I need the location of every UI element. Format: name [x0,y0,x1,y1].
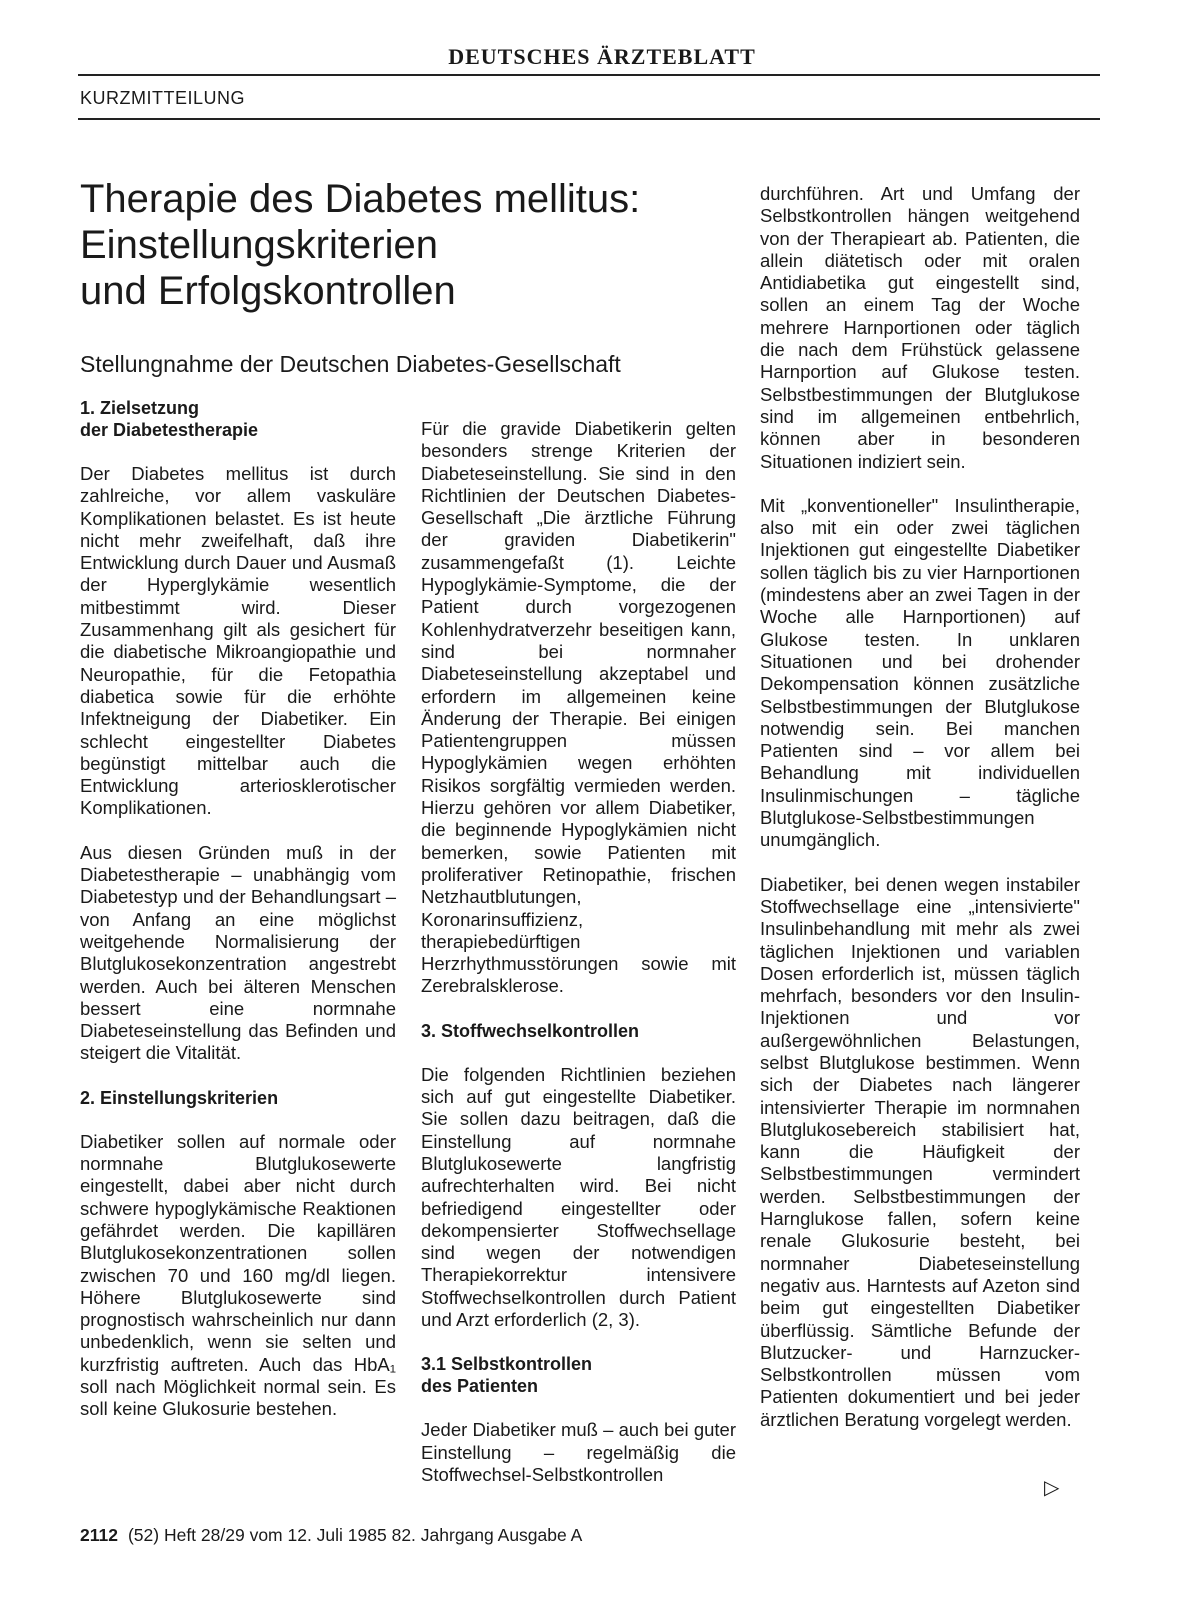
heading-line: der Diabetestherapie [80,420,259,440]
column-2 [421,418,736,1508]
masthead: DEUTSCHES ÄRZTEBLATT [448,44,756,69]
paragraph: Jeder Diabetiker muß – auch bei guter Einstellung – regelmäßig die Stoffwechsel-Selbstkontrollen [421,1419,736,1485]
heading-line: 1. Zielsetzung [80,398,200,418]
column-3 [760,183,1080,1453]
paragraph: Aus diesen Gründen muß in der Diabetestherapie – unabhängig vom Diabetestyp und der Behandlungsart – von Anfang an eine möglichst weitgehende Normalisierung der Blutglukosekonzentration angestrebt werden. Auch bei älteren Menschen bessert eine normnahe Diabeteseinstellung das Befinden und steigert die Vitalität. [80,841,396,1064]
title-line: und Erfolgskontrollen [80,269,456,313]
continue-arrow-icon: ▷ [1044,1477,1060,1499]
heading-selbstkontrollen [421,1353,736,1397]
page-number: 2112 [80,1525,118,1545]
article-subtitle: Stellungnahme der Deutschen Diabetes-Gesellschaft [80,351,621,377]
column-1 [80,397,396,1443]
paragraph: Diabetiker, bei denen wegen instabiler Stoffwechsellage eine „intensivierte" Insulinbehandlung mit mehr als zwei täglichen Injektionen und variablen Dosen erforderlich ist, müssen täglich mehrfach, besonders vor den Insulin-Injektionen und vor außergewöhnlichen Belastungen, selbst Blutglukose bestimmen. Wenn sich der Diabetes nach längerer intensivierter Therapie im normnahen Blutglukosebereich stabilisiert hat, kann die Häufigkeit der Selbstbestimmungen vermindert werden. Selbstbestimmungen der Harnglukose fallen, sofern keine renale Glukosurie besteht, bei normnaher Diabeteseinstellung negativ aus. Harntests auf Azeton sind beim gut eingestellten Diabetiker überflüssig. Sämtliche Befunde der Blutzucker- und Harnzucker-Selbstkontrollen müssen vom Patienten dokumentiert und bei jeder ärztlichen Beratung vorgelegt werden. [760,873,1080,1430]
header-rule-bottom [78,118,1100,120]
article-title [80,176,740,314]
heading-line: 3.1 Selbstkontrollen [421,1354,593,1375]
page-footer [80,1525,582,1546]
paragraph: Der Diabetes mellitus ist durch zahlreiche, vor allem vaskuläre Komplikationen belastet. Es ist heute nicht mehr zweifelhaft, daß ihre Entwicklung durch Dauer und Ausmaß der Hyperglykämie wesentlich mitbestimmt wird. Dieser Zusammenhang gilt als gesichert für die diabetische Mikroangiopathie und Neuropathie, für die Fetopathia diabetica sowie für die erhöhte Infektneigung der Diabetiker. Ein schlecht eingestellter Diabetes begünstigt mittelbar auch die Entwicklung arteriosklerotischer Komplikationen. [80,463,396,819]
paragraph: Mit „konventioneller" Insulintherapie, also mit ein oder zwei täglichen Injektionen gut eingestellte Diabetiker sollen täglich bis zu vier Harnportionen (mindestens aber an zwei Tagen in der Woche alle Harnportionen) auf Glukose testen. In unklaren Situationen und bei drohender Dekompensation können zusätzliche Selbstbestimmungen der Blutglukose notwendig sein. Bei manchen Patienten sind – vor allem bei Behandlung mit individuellen Insulinmischungen – tägliche Blutglukose-Selbstbestimmungen unumgänglich. [760,494,1080,851]
heading-einstellungskriterien: 2. Einstellungskriterien [80,1087,279,1108]
heading-line: des Patienten [421,1376,539,1397]
header-rule-top [78,74,1100,76]
heading-stoffwechselkontrollen: 3. Stoffwechselkontrollen [421,1020,640,1041]
paragraph: Für die gravide Diabetikerin gelten besonders strenge Kriterien der Diabeteseinstellung. Sie sind in den Richtlinien der Deutschen Diabetes-Gesellschaft „Die ärztliche Führung der graviden Diabetikerin" zusammengefaßt (1). Leichte Hypoglykämie-Symptome, die der Patient durch vorgezogenen Kohlenhydratverzehr beseitigen kann, sind bei normnaher Diabeteseinstellung akzeptabel und erfordern im allgemeinen keine Änderung der Therapie. Bei einigen Patientengruppen müssen Hypoglykämien wegen erhöhten Risikos sorgfältig vermieden werden. Hierzu gehören vor allem Diabetiker, die beginnende Hypoglykämien nicht bemerken, sowie Patienten mit proliferativer Retinopathie, frischen Netzhautblutungen, Koronarinsuffizienz, therapiebedürftigen Herzrhythmusstörungen sowie mit Zerebralsklerose. [421,418,736,997]
issue-info: (52) Heft 28/29 vom 12. Juli 1985 82. Jahrgang Ausgabe A [127,1525,583,1545]
title-line: Einstellungskriterien [80,223,438,267]
heading-zielsetzung [80,397,396,441]
paragraph: durchführen. Art und Umfang der Selbstkontrollen hängen weitgehend von der Therapieart ab. Patienten, die allein diätetisch oder mit oralen Antidiabetika gut eingestellt sind, sollen an einem Tag der Woche mehrere Harnportionen oder täglich die nach dem Frühstück gelassene Harnportion auf Glukose testen. Selbstbestimmungen der Blutglukose sind im allgemeinen entbehrlich, können aber in besonderen Situationen indiziert sein. [760,183,1080,472]
paragraph: Die folgenden Richtlinien beziehen sich auf gut eingestellte Diabetiker. Sie sollen dazu beitragen, daß die Einstellung auf normnahe Blutglukosewerte langfristig aufrechterhalten wird. Bei nicht befriedigend eingestellter oder dekompensierter Stoffwechsellage sind wegen der notwendigen Therapiekorrektur intensivere Stoffwechselkontrollen durch Patient und Arzt erforderlich (2, 3). [421,1063,736,1330]
section-label: KURZMITTEILUNG [80,88,246,108]
paragraph: Diabetiker sollen auf normale oder normnahe Blutglukosewerte eingestellt, dabei aber nicht durch schwere hypoglykämische Reaktionen gefährdet werden. Die kapillären Blutglukosekonzentrationen sollen zwischen 70 und 160 mg/dl liegen. Höhere Blutglukosewerte sind prognostisch wahrscheinlich nur dann unbedenklich, wenn sie selten und kurzfristig auftreten. Auch das HbA₁ soll nach Möglichkeit normal sein. Es soll keine Glukosurie bestehen. [80,1130,396,1420]
title-line: Therapie des Diabetes mellitus: [80,177,641,221]
